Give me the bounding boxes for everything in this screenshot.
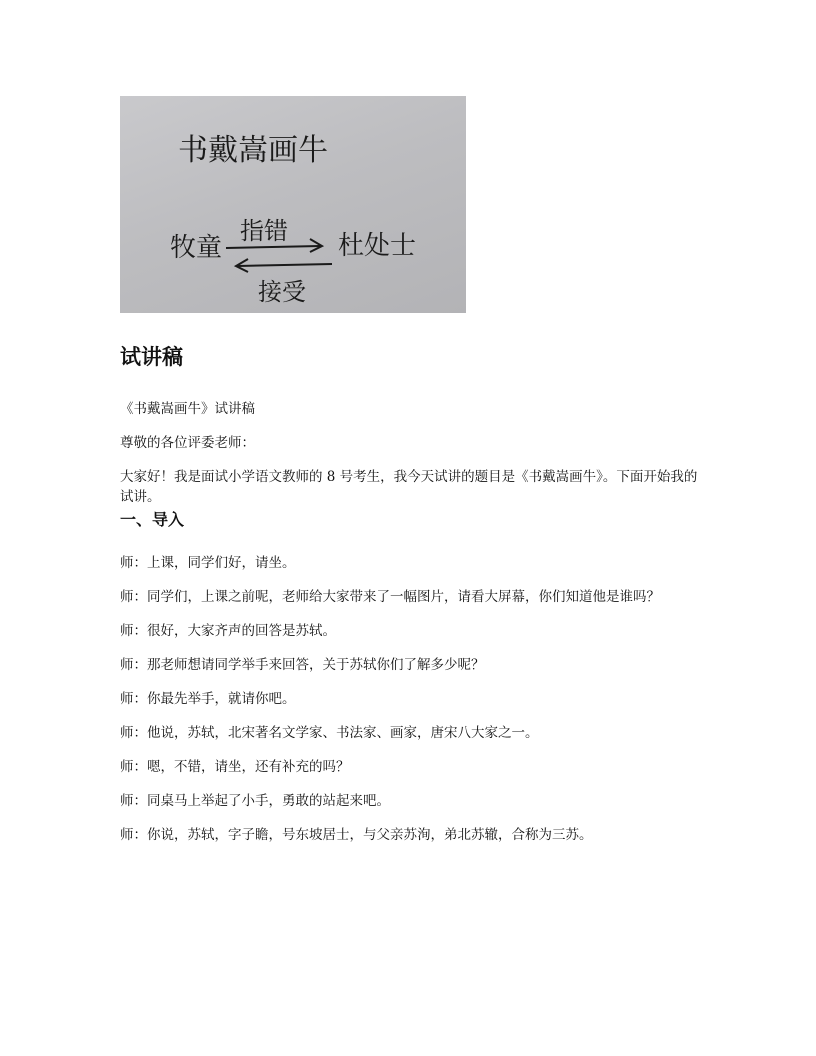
intro-paragraph: 大家好！我是面试小学语文教师的 8 号考生，我今天试讲的题目是《书戴嵩画牛》。下面开始我的试讲。	[120, 469, 698, 505]
dialogue-line: 师：那老师想请同学举手来回答，关于苏轼你们了解多少呢？	[120, 657, 485, 673]
greeting-paragraph: 尊敬的各位评委老师：	[120, 435, 255, 451]
document-subtitle: 《书戴嵩画牛》试讲稿	[120, 401, 255, 417]
document-title: 试讲稿	[120, 345, 183, 369]
dialogue-line: 师：上课，同学们好，请坐。	[120, 555, 296, 571]
dialogue-line: 师：嗯，不错，请坐，还有补充的吗？	[120, 759, 350, 775]
dialogue-line: 师：他说，苏轼，北宋著名文学家、书法家、画家，唐宋八大家之一。	[120, 725, 539, 741]
dialogue-line: 师：你最先举手，就请你吧。	[120, 691, 296, 707]
handwritten-board-photo	[120, 96, 466, 313]
board-drawing	[120, 96, 466, 313]
document-page	[120, 96, 710, 845]
photo-arrow-top-text: 指错	[240, 217, 288, 245]
arrow-left-line	[238, 264, 332, 266]
photo-arrow-bottom-text: 接受	[258, 278, 306, 306]
dialogue-line: 师：同学们，上课之前呢，老师给大家带来了一幅图片，请看大屏幕，你们知道他是谁吗？	[120, 589, 660, 605]
photo-right-text: 杜处士	[338, 231, 417, 261]
photo-title-text: 书戴嵩画牛	[178, 133, 328, 168]
dialogue-line: 师：很好，大家齐声的回答是苏轼。	[120, 623, 336, 639]
arrow-right-line	[226, 246, 320, 248]
dialogue-line: 师：你说，苏轼，字子瞻，号东坡居士，与父亲苏洵，弟北苏辙，合称为三苏。	[120, 827, 593, 843]
photo-left-text: 牧童	[170, 233, 223, 263]
section-heading-intro: 一、导入	[120, 510, 185, 529]
dialogue-line: 师：同桌马上举起了小手，勇敢的站起来吧。	[120, 793, 390, 809]
